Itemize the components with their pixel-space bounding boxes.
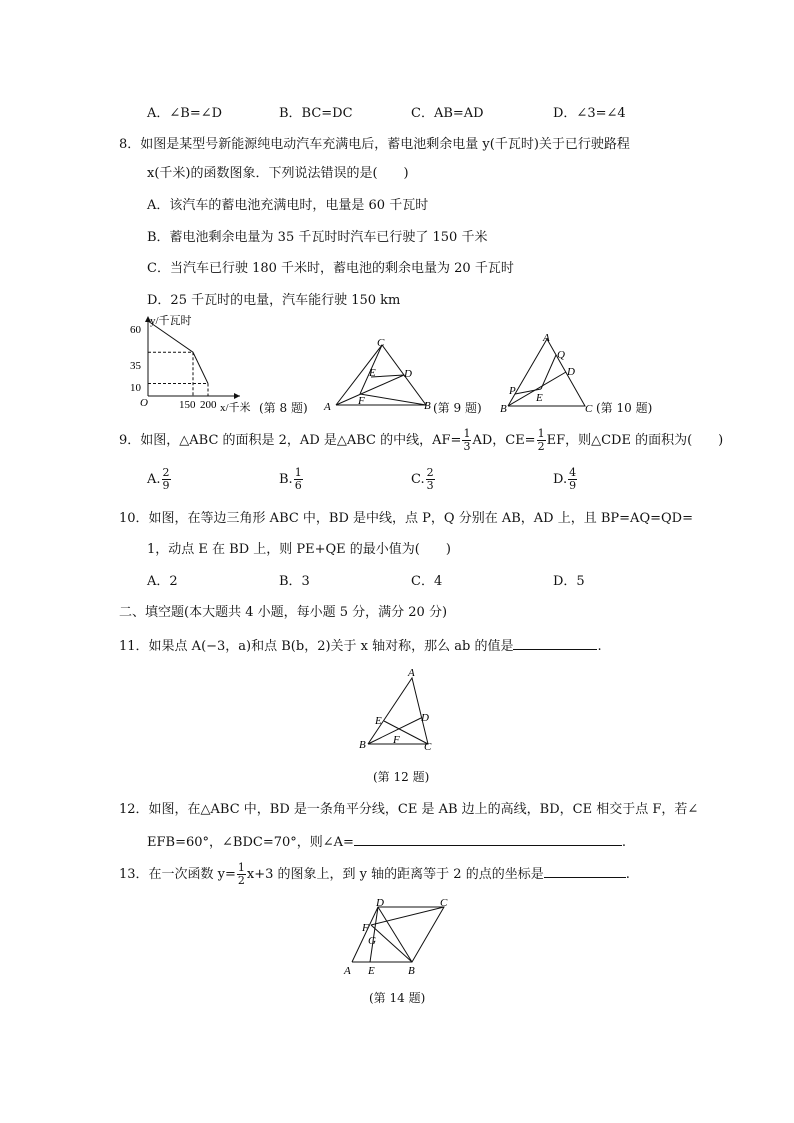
- parallelogram-abcd: [352, 907, 444, 962]
- q12-text: EFB=60°，∠BDC=70°，则∠A=: [147, 835, 354, 850]
- fraction-one-half: [537, 428, 546, 453]
- option-letter: C.: [411, 472, 425, 487]
- option-letter: A.: [147, 472, 161, 487]
- frac-den: 3: [426, 479, 434, 492]
- point-b: B: [500, 403, 507, 414]
- point-a: A: [324, 401, 331, 413]
- q13-answer-blank[interactable]: [544, 864, 626, 878]
- q13-stem: [119, 862, 630, 888]
- figure-8-graph: [128, 312, 268, 418]
- point-g: G: [368, 935, 376, 947]
- point-e: E: [368, 965, 375, 977]
- q11-period: .: [597, 639, 602, 654]
- point-d: D: [421, 712, 429, 724]
- y-tick-35: 35: [130, 360, 141, 372]
- q13-period: .: [625, 867, 630, 882]
- option-fraction: [162, 467, 171, 492]
- fraction-one-third: [462, 428, 471, 453]
- frac-num: 2: [162, 466, 170, 479]
- diagonal-db: [378, 907, 412, 962]
- q9-stem-pre: 9．如图，△ABC 的面积是 2，AD 是△ABC 的中线，AF=: [119, 433, 462, 448]
- q9-option-b: [279, 467, 304, 493]
- frac-num: 1: [294, 466, 302, 479]
- segment-fb: [360, 394, 426, 405]
- q10-option-a: A．2: [147, 574, 178, 589]
- point-a: A: [344, 965, 351, 977]
- point-d: D: [376, 898, 384, 909]
- point-a: A: [543, 332, 550, 344]
- frac-den: 3: [463, 440, 471, 453]
- point-e: E: [369, 367, 376, 379]
- q10-option-b: B．3: [279, 574, 310, 589]
- point-c: C: [424, 741, 432, 753]
- section-2-heading: 二、填空题(本大题共 4 小题，每小题 5 分，满分 20 分): [119, 605, 448, 620]
- figure-9-caption: (第 9 题): [433, 401, 482, 415]
- q10-option-c: C．4: [411, 574, 443, 589]
- q8-option-b: B．蓄电池剩余电量为 35 千瓦时时汽车已行驶了 150 千米: [147, 230, 488, 245]
- frac-num: 4: [569, 466, 577, 479]
- point-f: F: [362, 922, 369, 934]
- frac-num: 1: [537, 427, 545, 440]
- q8-option-a: A．该汽车的蓄电池充满电时，电量是 60 千瓦时: [147, 198, 429, 213]
- x-tick-150: 150: [179, 399, 196, 411]
- frac-den: 2: [537, 440, 545, 453]
- frac-den: 9: [569, 479, 577, 492]
- figure-12-diagram: [356, 664, 440, 754]
- q11-answer-blank[interactable]: [513, 636, 597, 650]
- frac-num: 1: [237, 861, 245, 874]
- q9-option-a: [147, 467, 172, 493]
- point-a: A: [408, 667, 415, 679]
- point-e: E: [536, 392, 543, 404]
- q7-option-a: A．∠B=∠D: [147, 106, 223, 121]
- figure-10-diagram: [496, 330, 596, 414]
- point-b: B: [408, 965, 415, 977]
- point-d: D: [567, 366, 575, 378]
- q10-option-d: D．5: [553, 574, 585, 589]
- point-c: C: [585, 403, 593, 414]
- median-ad: [336, 375, 404, 405]
- option-fraction: [294, 467, 303, 492]
- x-tick-200: 200: [200, 399, 217, 411]
- q9-stem-mid: AD，CE=: [472, 433, 536, 448]
- q8-stem-line1: 8．如图是某型号新能源纯电动汽车充满电后，蓄电池剩余电量 y(千瓦时)关于已行驶路程: [119, 137, 630, 152]
- figure-8-caption: (第 8 题): [259, 401, 308, 415]
- q7-option-b: B．BC=DC: [279, 106, 353, 121]
- x-axis-label: x/千米: [220, 402, 251, 414]
- q11-text: 11．如果点 A(−3，a)和点 B(b，2)关于 x 轴对称，那么 ab 的值是: [119, 639, 514, 654]
- q12-stem-line2: [147, 832, 626, 851]
- q9-stem-post: EF，则△CDE 的面积为( ): [546, 433, 724, 448]
- point-f: F: [393, 734, 400, 746]
- frac-den: 6: [294, 479, 302, 492]
- q10-stem-line2: 1，动点 E 在 BD 上，则 PE+QE 的最小值为( ): [147, 542, 451, 557]
- q9-stem: [119, 428, 723, 454]
- q13-text-post: x+3 的图象上，到 y 轴的距离等于 2 的点的坐标是: [246, 867, 544, 882]
- point-f: F: [358, 395, 365, 407]
- figure-9-diagram: [322, 336, 442, 416]
- frac-den: 2: [237, 874, 245, 887]
- figure-10-caption: (第 10 题): [596, 401, 653, 415]
- point-q: Q: [557, 349, 565, 361]
- point-b: B: [359, 739, 366, 751]
- frac-den: 9: [162, 479, 170, 492]
- fraction-one-half: [237, 862, 246, 887]
- segment-fc: [371, 907, 444, 925]
- frac-num: 1: [463, 427, 471, 440]
- q11-stem: [119, 636, 602, 655]
- figure-14-diagram: [340, 898, 460, 978]
- option-letter: B.: [279, 472, 293, 487]
- q8-stem-line2: x(千米)的函数图象．下列说法错误的是( ): [147, 166, 409, 181]
- figure-14-caption: (第 14 题): [369, 991, 426, 1005]
- q7-option-d: D．∠3=∠4: [553, 106, 626, 121]
- y-tick-60: 60: [130, 324, 141, 336]
- option-fraction: [568, 467, 577, 492]
- q13-text-pre: 13．在一次函数 y=: [119, 867, 236, 882]
- frac-num: 2: [426, 466, 434, 479]
- point-d: D: [404, 368, 412, 380]
- point-c: C: [440, 898, 448, 909]
- q10-stem-line1: 10．如图，在等边三角形 ABC 中，BD 是中线，点 P，Q 分别在 AB，AD 上，且 BP=AQ=QD=: [119, 511, 693, 526]
- option-fraction: [426, 467, 435, 492]
- point-c: C: [377, 337, 385, 349]
- q12-answer-blank[interactable]: [354, 832, 622, 846]
- q9-option-c: [411, 467, 436, 493]
- q7-option-c: C．AB=AD: [411, 106, 484, 121]
- segment-fb: [371, 925, 412, 962]
- q8-option-d: D．25 千瓦时的电量，汽车能行驶 150 km: [147, 293, 401, 308]
- x-axis-arrow: [234, 393, 240, 399]
- figure-12-caption: (第 12 题): [373, 770, 430, 784]
- point-p: P: [509, 385, 516, 397]
- segment-qe: [541, 355, 556, 389]
- y-axis-label: y/千瓦时: [150, 315, 192, 327]
- q8-option-c: C．当汽车已行驶 180 千米时，蓄电池的剩余电量为 20 千瓦时: [147, 261, 514, 276]
- point-b: B: [424, 400, 431, 412]
- option-letter: D.: [553, 472, 568, 487]
- triangle-abc: [336, 345, 426, 405]
- q9-option-d: [553, 467, 578, 493]
- q12-stem-line1: 12．如图，在△ABC 中，BD 是一条角平分线，CE 是 AB 边上的高线，BD，CE 相交于点 F，若∠: [119, 802, 699, 817]
- point-e: E: [375, 715, 382, 727]
- origin-label: O: [140, 397, 148, 409]
- q12-period: .: [621, 835, 627, 850]
- y-tick-10: 10: [130, 382, 141, 394]
